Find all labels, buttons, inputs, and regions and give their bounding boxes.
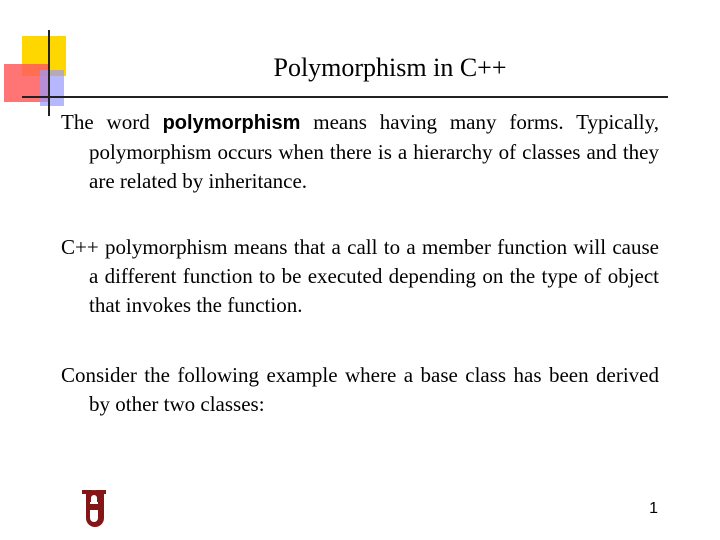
decor-vertical-line (48, 30, 50, 116)
paragraph-example-intro: Consider the following example where a base class has been derived by other two classes: (61, 363, 659, 416)
ou-logo-icon (78, 488, 110, 528)
paragraph-definition (61, 108, 659, 196)
keyword-polymorphism: polymorphism (162, 112, 301, 134)
title-divider (22, 96, 668, 98)
paragraph-cpp-polymorphism: C++ polymorphism means that a call to a member function will cause a different function to be executed depending on the type of object that invokes the function. (61, 235, 659, 317)
paragraph-definition-lead: The word (61, 110, 163, 134)
page-number: 1 (649, 500, 658, 517)
slide-title: Polymorphism in C++ (273, 53, 507, 82)
paragraph-definition-rest: means having many forms. Typically, polymorphism occurs when there is a hierarchy of classes and they are related by inheritance. (89, 110, 659, 193)
